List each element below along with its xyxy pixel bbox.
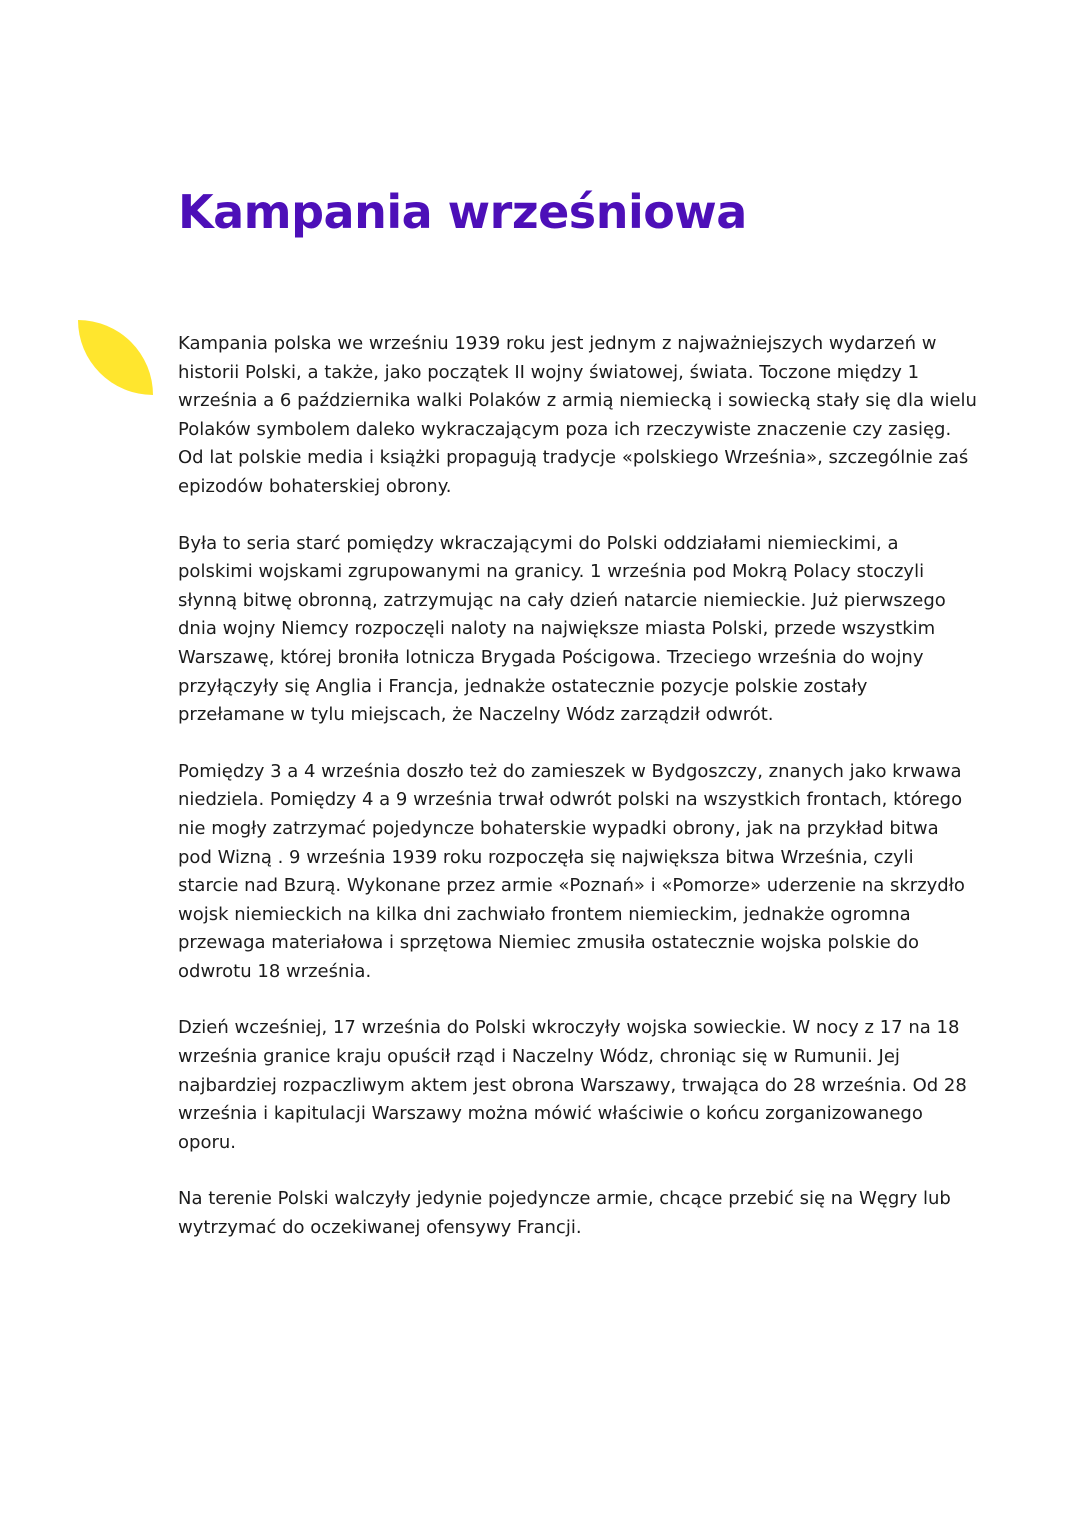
paragraph-2: Była to seria starć pomiędzy wkraczającymi do Polski oddziałami niemieckimi, a polskimi wojskami zgrupowanymi na granicy. 1 września pod Mokrą Polacy stoczyli słynną bitwę obronną, zatrzymując na cały dzień natarcie niemieckie. Już pierwszego dnia wojny Niemcy rozpoczęli naloty na największe miasta Polski, przede wszystkim Warszawę, której broniła lotnicza Brygada Pościgowa. Trzeciego września do wojny przyłączyły się Anglia i Francja, jednakże ostatecznie pozycje polskie zostały przełamane w tylu miejscach, że Naczelny Wódz zarządził odwrót. (178, 532, 946, 726)
leaf-decoration-icon (78, 320, 153, 395)
paragraph-3: Pomiędzy 3 a 4 września doszło też do zamieszek w Bydgoszczy, znanych jako krwawa niedziela. Pomiędzy 4 a 9 września trwał odwrót polski na wszystkich frontach, którego nie mogły zatrzymać pojedyncze bohaterskie wypadki obrony, jak na przykład bitwa pod Wizną . 9 września 1939 roku rozpoczęła się największa bitwa Września, czyli starcie nad Bzurą. Wykonane przez armie «Poznań» i «Pomorze» uderzenie na skrzydło wojsk niemieckich na kilka dni zachwiało frontem niemieckim, jednakże ogromna przewaga materiałowa i sprzętowa Niemiec zmusiła ostatecznie wojska polskie do odwrotu 18 września. (178, 760, 965, 982)
paragraph-5: Na terenie Polski walczyły jedynie pojedyncze armie, chcące przebić się na Węgry lub wytrzymać do oczekiwanej ofensywy Francji. (178, 1188, 951, 1239)
paragraph-4: Dzień wcześniej, 17 września do Polski wkroczyły wojska sowieckie. W nocy z 17 na 18 września granice kraju opuścił rząd i Naczelny Wódz, chroniąc się w Rumunii. Jej najbardziej rozpaczliwym aktem jest obrona Warszawy, trwająca do 28 września. Od 28 września i kapitulacji Warszawy można mówić właściwie o końcu zorganizowanego oporu. (178, 1017, 967, 1153)
page-title: Kampania wrześniowa (178, 185, 747, 239)
paragraph-1: Kampania polska we wrześniu 1939 roku jest jednym z najważniejszych wydarzeń w historii Polski, a także, jako początek II wojny światowej, świata. Toczone między 1 września a 6 października walki Polaków z armią niemiecką i sowiecką stały się dla wielu Polaków symbolem daleko wykraczającym poza ich rzeczywiste znaczenie czy zasięg. Od lat polskie media i książki propagują tradycje «polskiego Września», szczególnie zaś epizodów bohaterskiej obrony. (178, 333, 977, 497)
document-body (178, 330, 978, 1271)
